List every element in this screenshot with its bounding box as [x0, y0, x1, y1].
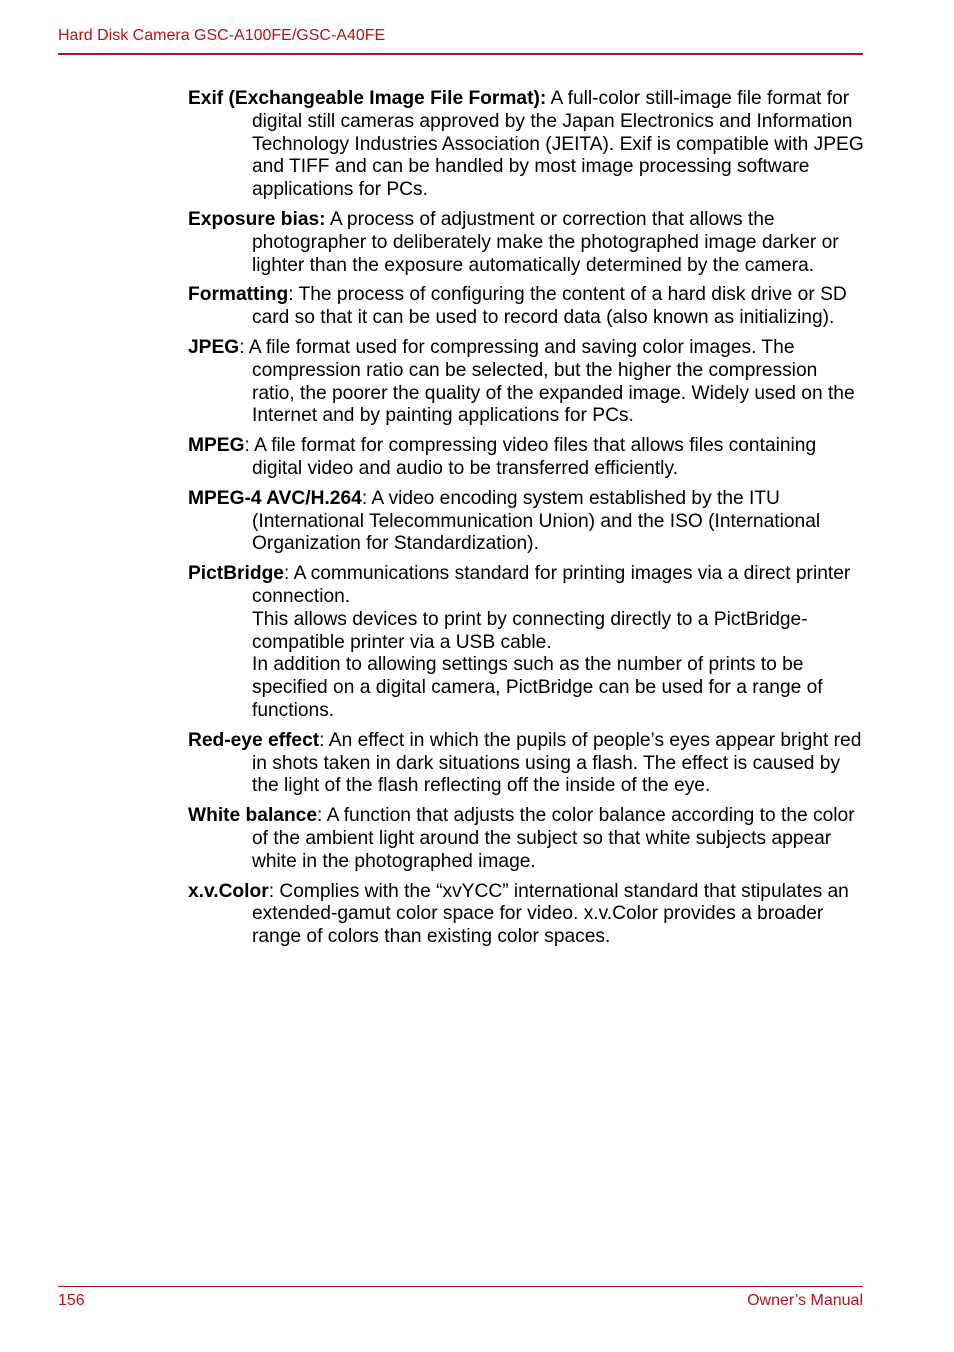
footer-divider [58, 1286, 863, 1287]
glossary-entry-jpeg [188, 337, 864, 428]
glossary-entry-mpeg4-avc [188, 488, 864, 556]
glossary-list [188, 88, 864, 956]
glossary-entry-pictbridge [188, 563, 864, 723]
page-number: 156 [58, 1292, 85, 1309]
glossary-term: MPEG-4 AVC/H.264 [188, 487, 362, 509]
glossary-entry-red-eye [188, 730, 864, 798]
glossary-definition: A full-color still-image file format for digital still cameras approved by the Japan Electronics and Information Technology Industries Association (JEITA). Exif is compatible with JPEG and TIFF and can be handled by most image processing software applications for PCs. [252, 88, 864, 201]
glossary-entry-exif [188, 88, 864, 202]
glossary-definition: : An effect in which the pupils of people’s eyes appear bright red in shots taken in dark situations using a flash. The effect is caused by the light of the flash reflecting off the inside of the eye. [252, 729, 862, 797]
glossary-definition-continued: In addition to allowing settings such as the number of prints to be specified on a digital camera, PictBridge can be used for a range of functions. [252, 654, 823, 721]
glossary-definition: A process of adjustment or correction that allows the photographer to deliberately make the photographed image darker or lighter than the exposure automatically determined by the camera. [252, 208, 839, 276]
glossary-term: JPEG [188, 336, 240, 358]
glossary-definition: : A video encoding system established by the ITU (International Telecommunication Union) and the ISO (International Organization for Standardization). [252, 487, 821, 555]
glossary-entry-xv-color [188, 881, 864, 949]
header-divider [58, 53, 863, 55]
glossary-entry-mpeg [188, 435, 864, 481]
glossary-entry-white-balance [188, 805, 864, 873]
glossary-term: Exposure bias: [188, 208, 326, 230]
glossary-definition: : A function that adjusts the color balance according to the color of the ambient light around the subject so that white subjects appear white in the photographed image. [252, 805, 855, 872]
glossary-definition: : Complies with the “xvYCC” international standard that stipulates an extended-gamut color space for video. x.v.Color provides a broader range of colors than existing color spaces. [252, 880, 849, 948]
glossary-definition: : The process of configuring the content of a hard disk drive or SD card so that it can be used to record data (also known as initializing). [252, 284, 847, 329]
glossary-definition: : A file format used for compressing and saving color images. The compression ratio can be selected, but the higher the compression ratio, the poorer the quality of the expanded image. Widely used on the Internet and by painting applications for PCs. [239, 336, 855, 427]
footer-manual-label: Owner’s Manual [747, 1292, 863, 1309]
glossary-definition: : A communications standard for printing images via a direct printer connection. [252, 563, 851, 607]
glossary-term: x.v.Color [188, 880, 269, 902]
glossary-term: PictBridge [188, 563, 284, 585]
glossary-term: Formatting [188, 284, 289, 306]
glossary-term: Red-eye effect [188, 729, 320, 751]
running-header-title: Hard Disk Camera GSC-A100FE/GSC-A40FE [58, 27, 386, 44]
glossary-definition: : A file format for compressing video files that allows files containing digital video and audio to be transferred efficiently. [244, 435, 817, 479]
glossary-term: White balance [188, 805, 318, 827]
glossary-term: Exif (Exchangeable Image File Format): [188, 88, 547, 109]
glossary-definition-continued: This allows devices to print by connecting directly to a PictBridge-compatible printer via a USB cable. [252, 608, 808, 653]
glossary-term: MPEG [188, 435, 245, 457]
glossary-entry-exposure-bias [188, 209, 864, 277]
glossary-entry-formatting [188, 284, 864, 330]
